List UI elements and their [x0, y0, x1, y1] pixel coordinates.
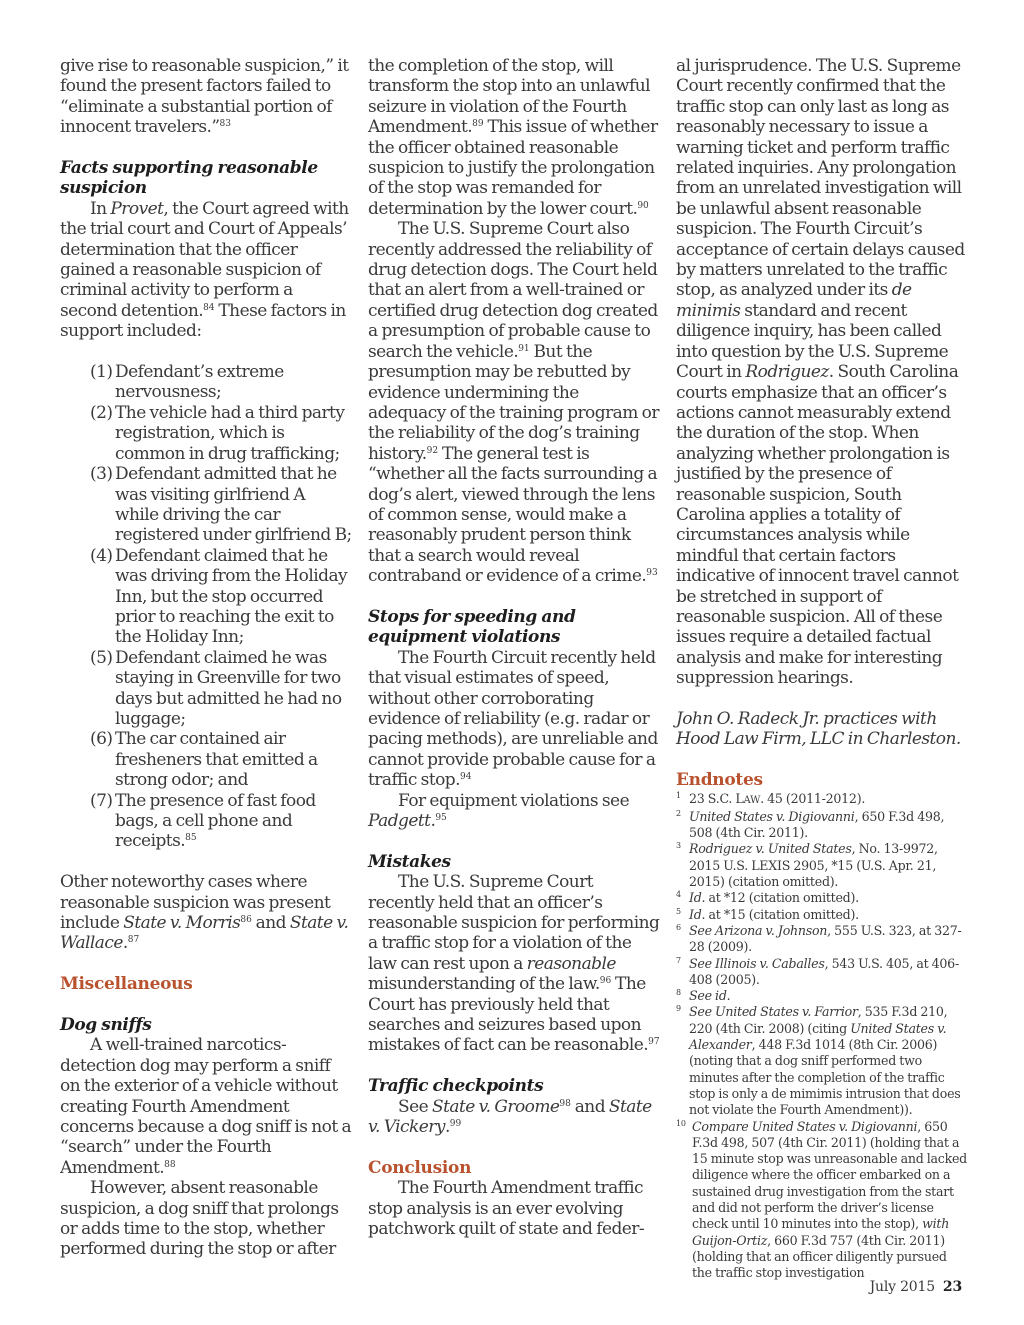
paragraph-facts: In Provet, the Court agreed with the trial court and Court of Appeals’ determination that the officer gained a reasonable suspicion of criminal activity to perform a second detention.$^{84}$ These factors in support included: — [60, 198, 349, 342]
list-item: (4) Defendant claimed that he was driving from the Holiday Inn, but the stop occurred prior to reaching the exit to the Holiday Inn; — [90, 545, 348, 648]
endnote: 10 Compare United States v. Digiovanni, 650 F.3d 498, 507 (4th Cir. 2011) (holding that a 15 minute stop was unreasonable and lacked diligence where the officer embarked on a sustained drug investigation from the start and did not perform the driver’s license check until 10 minutes into the stop), with Guijon-Ortiz, 660 F.3d 757 (4th Cir. 2011) (holding that an officer diligently pursued the traffic stop investigation — [676, 1118, 967, 1281]
footnote-ref[interactable]: 87 — [127, 935, 140, 946]
list-item: (2) The vehicle had a third party registration, which is common in drug trafficking; — [90, 402, 345, 464]
footnote-ref[interactable]: 89 — [472, 119, 484, 130]
endnote: 9 See United States v. Farrior, 535 F.3d 210, 220 (4th Cir. 2008) (citing United States v. Alexander, 448 F.3d 1014 (8th Cir. 2006) (noting that a dog sniff performed two minutes after the completion of the traffic stop is only a de mimimis intrusion that does not violate the Fourth Amendment)). — [676, 1004, 961, 1118]
section-heading-miscellaneous: Miscellaneous — [60, 974, 193, 995]
paragraph-dog-sniffs-2: However, absent reasonable suspicion, a dog sniff that prolongs or adds time to the stop, whether performed during the stop or after — [60, 1178, 339, 1260]
footnote-ref[interactable]: 95 — [435, 813, 447, 824]
footnote-ref[interactable]: 83 — [219, 119, 231, 130]
footnote-ref[interactable]: 99 — [449, 1119, 462, 1130]
footnote-ref[interactable]: 92 — [426, 445, 439, 456]
footnote-ref[interactable]: 98 — [559, 1098, 571, 1109]
paragraph-conclusion-continued: al jurisprudence. The U.S. Supreme Court recently confirmed that the traffic stop can only last as long as reasonably necessary to issue a warning ticket and perform traffic related inquiries. Any prolongation from an unrelated investigation will be unlawful absent reasonable suspicion. The Fourth Circuit’s acceptance of certain delays caused by matters unrelated to the traffic stop, as analyzed under its de minimis standard and recent diligence inquiry, has been called into question by the U.S. Supreme Court in Rodriguez. South Carolina courts emphasize that an officer’s actions cannot measurably extend the duration of the stop. When analyzing whether prolongation is justified by the presence of reasonable suspicion, South Carolina applies a totality of circumstances analysis while mindful that certain factors indicative of innocent travel cannot be stretched in support of reasonable suspicion. All of these issues require a detailed factual analysis and make for interesting suppression hearings. — [676, 56, 965, 689]
paragraph-dog-sniffs: A well-trained narcotics-detection dog may perform a sniff on the exterior of a vehicle without creating Fourth Amendment concerns because a dog sniff is not a “search” under the Fourth Amendment.$^{88}$ — [60, 1035, 352, 1178]
footnote-ref[interactable]: 90 — [637, 200, 649, 211]
endnote: 3 Rodriguez v. United States, No. 13-9972, 2015 U.S. LEXIS 2905, *15 (U.S. Apr. 21, 2015) (citation omitted). — [676, 841, 938, 890]
list-item: (6) The car contained air fresheners that emitted a strong odor; and — [90, 729, 318, 791]
list-item: (3) Defendant admitted that he was visiting girlfriend A while driving the car registered under girlfriend B; — [90, 464, 352, 546]
footnote-ref[interactable]: 88 — [164, 1159, 176, 1170]
endnote: 5 Id. at *15 (citation omitted). — [676, 906, 859, 922]
paragraph-checkpoints: See State v. Groome$^{98}$ and State v. Vickery.$^{99}$ — [368, 1096, 652, 1138]
page-footer — [870, 1279, 962, 1295]
column-3 — [676, 56, 968, 1282]
paragraph-mistakes: The U.S. Supreme Court recently held that an officer’s reasonable suspicion for performing a traffic stop for a violation of the law can rest upon a reasonable misunderstanding of the law.$^{96}$ The Court has previously held that searches and seizures based upon mistakes of fact can be reasonable.$^{97}$ — [368, 872, 660, 1056]
column-2 — [368, 56, 660, 1240]
section-heading-conclusion: Conclusion — [368, 1157, 472, 1178]
endnote: 6 See Arizona v. Johnson, 555 U.S. 323, at 327-28 (2009). — [676, 922, 962, 955]
list-item: (1) Defendant’s extreme nervousness; — [90, 362, 284, 403]
author-bio: John O. Radeck Jr. practices with Hood Law Firm, LLC in Charleston. — [676, 708, 961, 750]
footnote-ref[interactable]: 94 — [459, 772, 472, 783]
list-item: (7) The presence of fast food bags, a cell phone and receipts.$^{85}$ — [90, 790, 316, 852]
subheading-checkpoints: Traffic checkpoints — [368, 1076, 544, 1097]
endnote: 4 Id. at *12 (citation omitted). — [676, 890, 859, 906]
subheading-speeding: Stops for speeding and equipment violations — [368, 606, 576, 648]
footnote-ref[interactable]: 97 — [648, 1037, 660, 1048]
subheading-dog-sniffs: Dog sniffs — [60, 1015, 152, 1036]
column-1 — [60, 56, 352, 1260]
paragraph-speeding: The Fourth Circuit recently held that visual estimates of speed, without other corroborating evidence of reliability (e.g. radar or pacing methods), are unreliable and cannot provide probable cause for a traffic stop.$^{94}$ — [368, 647, 658, 791]
paragraph-dog-reliability: The U.S. Supreme Court also recently addressed the reliability of drug detection dogs. The Court held that an alert from a well-trained or certified drug detection dog created a presumption of probable cause to search the vehicle.$^{91}$ But the presumption may be rebutted by evidence undermining the adequacy of the training program or the reliability of the dog’s training history.$^{92}$ The general test is “whether all the facts surrounding a dog’s alert, viewed through the lens of common sense, would make a reasonably prudent person think that a search would reveal contraband or evidence of a crime.$^{93}$ — [368, 219, 659, 587]
list-item: (5) Defendant claimed he was staying in Greenville for two days but admitted he had no luggage; — [90, 647, 342, 729]
endnote: 8 See id. — [676, 988, 731, 1004]
endnote: 2 United States v. Digiovanni, 650 F.3d 498, 508 (4th Cir. 2011). — [676, 808, 945, 841]
page-number: 23 — [942, 1279, 962, 1295]
footnote-ref[interactable]: 85 — [185, 833, 197, 844]
endnotes-list — [676, 791, 968, 1282]
section-heading-endnotes: Endnotes — [676, 770, 763, 791]
paragraph-equipment: For equipment violations see Padgett.$^{95}$ — [368, 790, 630, 832]
endnote: 1 23 S.C. LAW. 45 (2011-2012). — [676, 790, 866, 806]
footnote-ref[interactable]: 86 — [240, 915, 252, 926]
paragraph-intro: give rise to reasonable suspicion,” it found the present factors failed to “eliminate a substantial portion of innocent travelers.”$^{83}$ — [60, 56, 349, 138]
paragraph-other-cases: Other noteworthy cases where reasonable suspicion was present include State v. Morris$^{86}$ and State v. Wallace.$^{87}$ — [60, 872, 349, 954]
paragraph-conclusion: The Fourth Amendment traffic stop analysis is an ever evolving patchwork quilt of state and feder- — [368, 1178, 645, 1240]
paragraph-continuation: the completion of the stop, will transform the stop into an unlawful seizure in violation of the Fourth Amendment.$^{89}$ This issue of whether the officer obtained reasonable suspicion to justify the prolongation of the stop was remanded for determination by the lower court.$^{90}$ — [368, 56, 658, 219]
footnote-ref[interactable]: 96 — [599, 976, 612, 987]
footnote-ref[interactable]: 91 — [518, 343, 530, 354]
endnote: 7 See Illinois v. Caballes, 543 U.S. 405, at 406-408 (2005). — [676, 955, 959, 987]
subheading-facts: Facts supporting reasonable suspicion — [60, 158, 318, 199]
issue-date: July 2015 — [869, 1279, 935, 1295]
subheading-mistakes: Mistakes — [368, 851, 451, 872]
footnote-ref[interactable]: 93 — [646, 568, 658, 579]
factors-list — [60, 362, 352, 852]
footnote-ref[interactable]: 84 — [203, 302, 215, 313]
